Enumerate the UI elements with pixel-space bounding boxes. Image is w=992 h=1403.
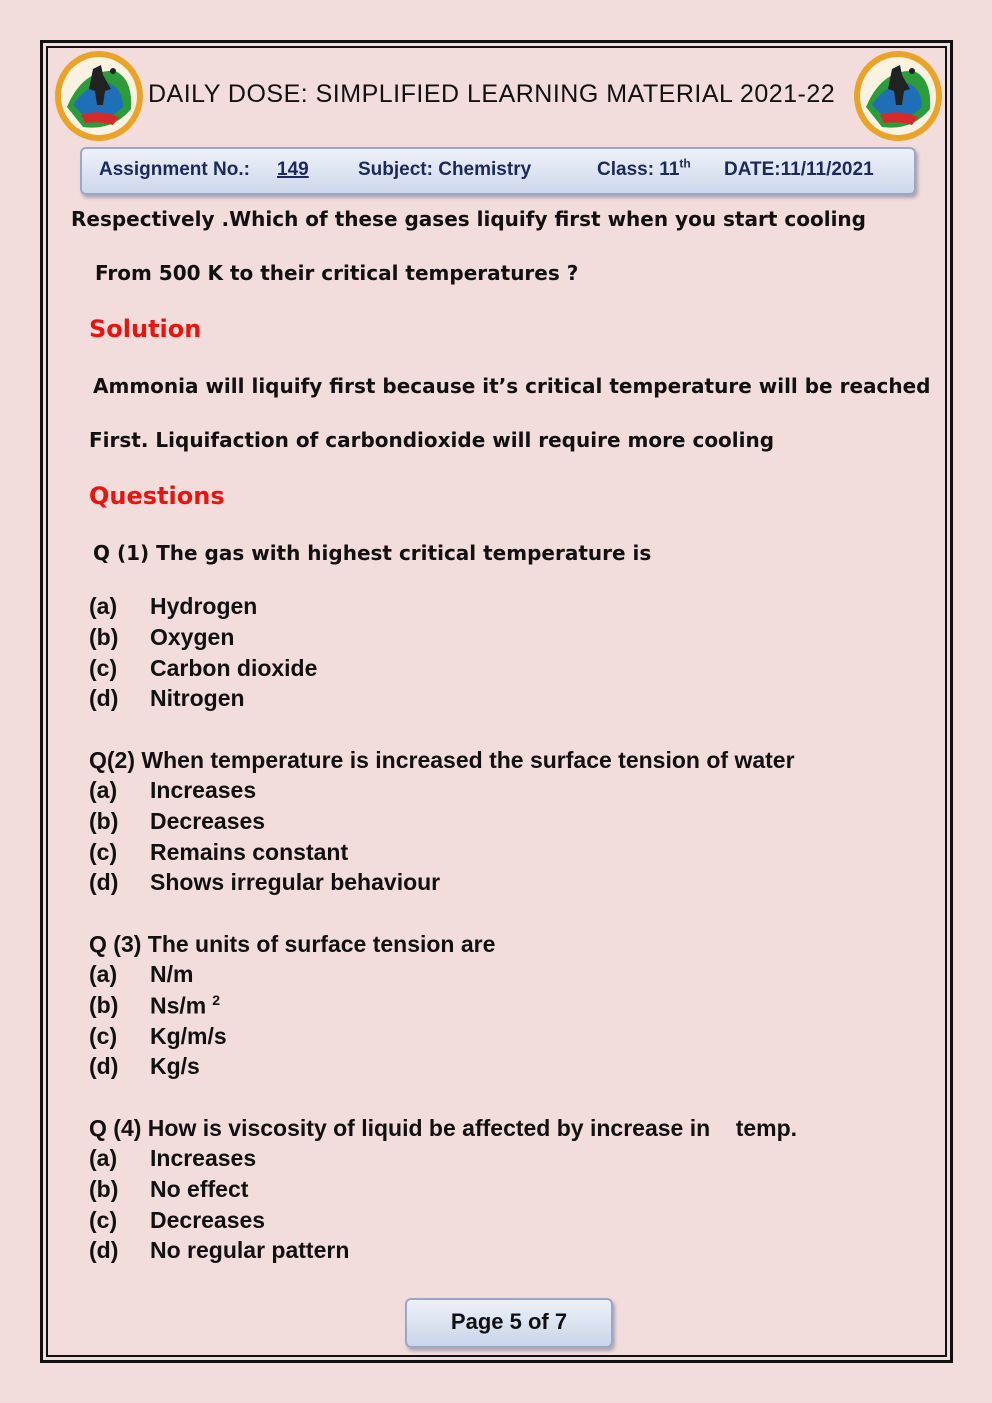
- assignment-label: Assignment No.:: [99, 159, 250, 180]
- school-emblem-icon: [53, 49, 145, 144]
- page-title: DAILY DOSE: SIMPLIFIED LEARNING MATERIAL 2021-22: [148, 80, 836, 108]
- intro-line-1: Respectively .Which of these gases liquify first when you start cooling: [71, 207, 866, 231]
- page-number: Page 5 of 7: [405, 1298, 613, 1348]
- intro-line-2: From 500 K to their critical temperatures ?: [95, 261, 579, 285]
- assignment-bar: [80, 147, 916, 195]
- solution-line-1: Ammonia will liquify first because it’s critical temperature will be reached: [93, 374, 931, 398]
- solution-heading: Solution: [89, 315, 202, 343]
- question-2-text: Q(2) When temperature is increased the surface tension of water: [89, 747, 795, 773]
- question-4-text: Q (4) How is viscosity of liquid be affected by increase in temp.: [89, 1115, 798, 1141]
- class-label: Class: 11th: [597, 156, 691, 180]
- subject-label: Subject: Chemistry: [358, 159, 532, 180]
- school-emblem-icon: [852, 49, 944, 144]
- question-3-text: Q (3) The units of surface tension are: [89, 931, 496, 957]
- question-1-text: Q (1) The gas with highest critical temperature is: [93, 541, 652, 565]
- assignment-number: 149: [277, 159, 309, 180]
- questions-heading: Questions: [89, 482, 225, 510]
- solution-line-2: First. Liquifaction of carbondioxide will require more cooling: [89, 428, 775, 452]
- date-label: DATE:11/11/2021: [724, 159, 874, 180]
